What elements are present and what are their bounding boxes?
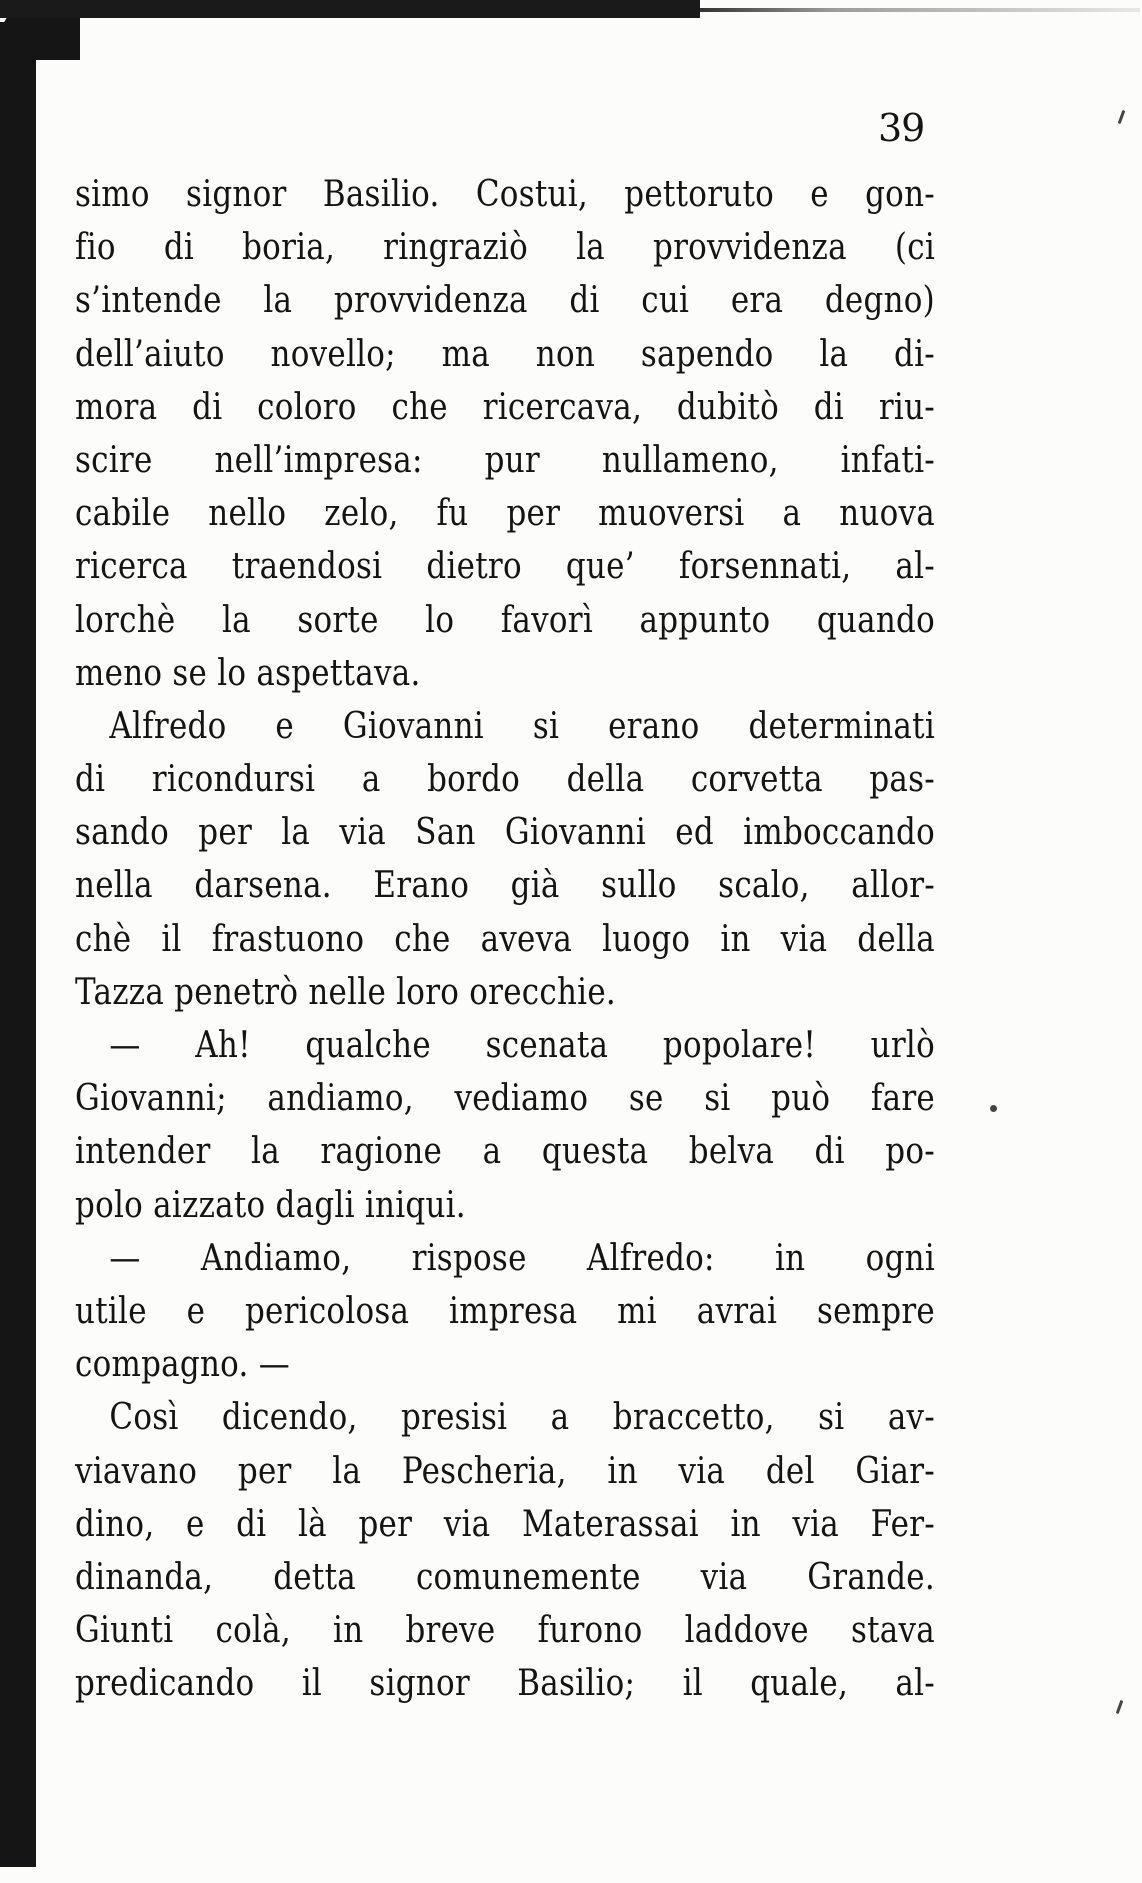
text-line: mora di coloro che ricercava, dubitò di riu- (75, 386, 935, 428)
text-line: intender la ragione a questa belva di po- (75, 1131, 935, 1173)
text-line: Giunti colà, in breve furono laddove stava (75, 1610, 935, 1652)
scan-speck (990, 1105, 997, 1112)
text-line: Alfredo e Giovanni si erano determinati (109, 705, 935, 747)
text-line: — Andiamo, rispose Alfredo: in ogni (109, 1237, 935, 1279)
text-line: nella darsena. Erano già sullo scalo, allor- (75, 865, 935, 907)
text-line: sando per la via San Giovanni ed imboccando (75, 812, 935, 854)
text-line: predicando il signor Basilio; il quale, al- (75, 1663, 935, 1705)
text-line: compagno. — (75, 1344, 290, 1386)
top-binding-edge (0, 0, 700, 40)
scan-speck (1116, 1700, 1124, 1714)
text-line: utile e pericolosa impresa mi avrai sempre (75, 1290, 935, 1332)
text-line: chè il frastuono che aveva luogo in via della (75, 918, 935, 960)
text-line: viavano per la Pescheria, in via del Giar- (75, 1450, 935, 1492)
text-line: meno se lo aspettava. (75, 652, 421, 694)
text-line: s’intende la provvidenza di cui era degno) (75, 280, 935, 322)
body-text (75, 168, 935, 1710)
text-line: Giovanni; andiamo, vediamo se si può fare (75, 1078, 935, 1120)
text-line: polo aizzato dagli iniqui. (75, 1184, 466, 1226)
text-line: Così dicendo, presisi a braccetto, si av- (109, 1397, 935, 1439)
text-line: dino, e di là per via Materassai in via Fer- (75, 1503, 935, 1545)
text-line: di ricondursi a bordo della corvetta pas- (75, 759, 935, 801)
left-binding-edge (0, 22, 36, 1867)
top-edge-shadow (700, 8, 1140, 12)
text-line: cabile nello zelo, fu per muoversi a nuova (75, 493, 935, 535)
text-line: Tazza penetrò nelle loro orecchie. (75, 971, 617, 1013)
text-line: — Ah! qualche scenata popolare! urlò (109, 1025, 935, 1066)
page-number: 39 (878, 106, 925, 150)
text-line: fio di boria, ringraziò la provvidenza (ci (75, 227, 935, 269)
text-line: dinanda, detta comunemente via Grande. (75, 1556, 935, 1598)
text-line: lorchè la sorte lo favorì appunto quando (75, 599, 935, 641)
text-line: simo signor Basilio. Costui, pettoruto e gon- (75, 174, 935, 215)
scan-speck (1118, 110, 1126, 124)
text-line: ricerca traendosi dietro que’ forsennati, al- (75, 546, 935, 588)
text-line: dell’aiuto novello; ma non sapendo la di- (75, 333, 935, 375)
text-line: scire nell’impresa: pur nullameno, infati- (75, 439, 935, 481)
